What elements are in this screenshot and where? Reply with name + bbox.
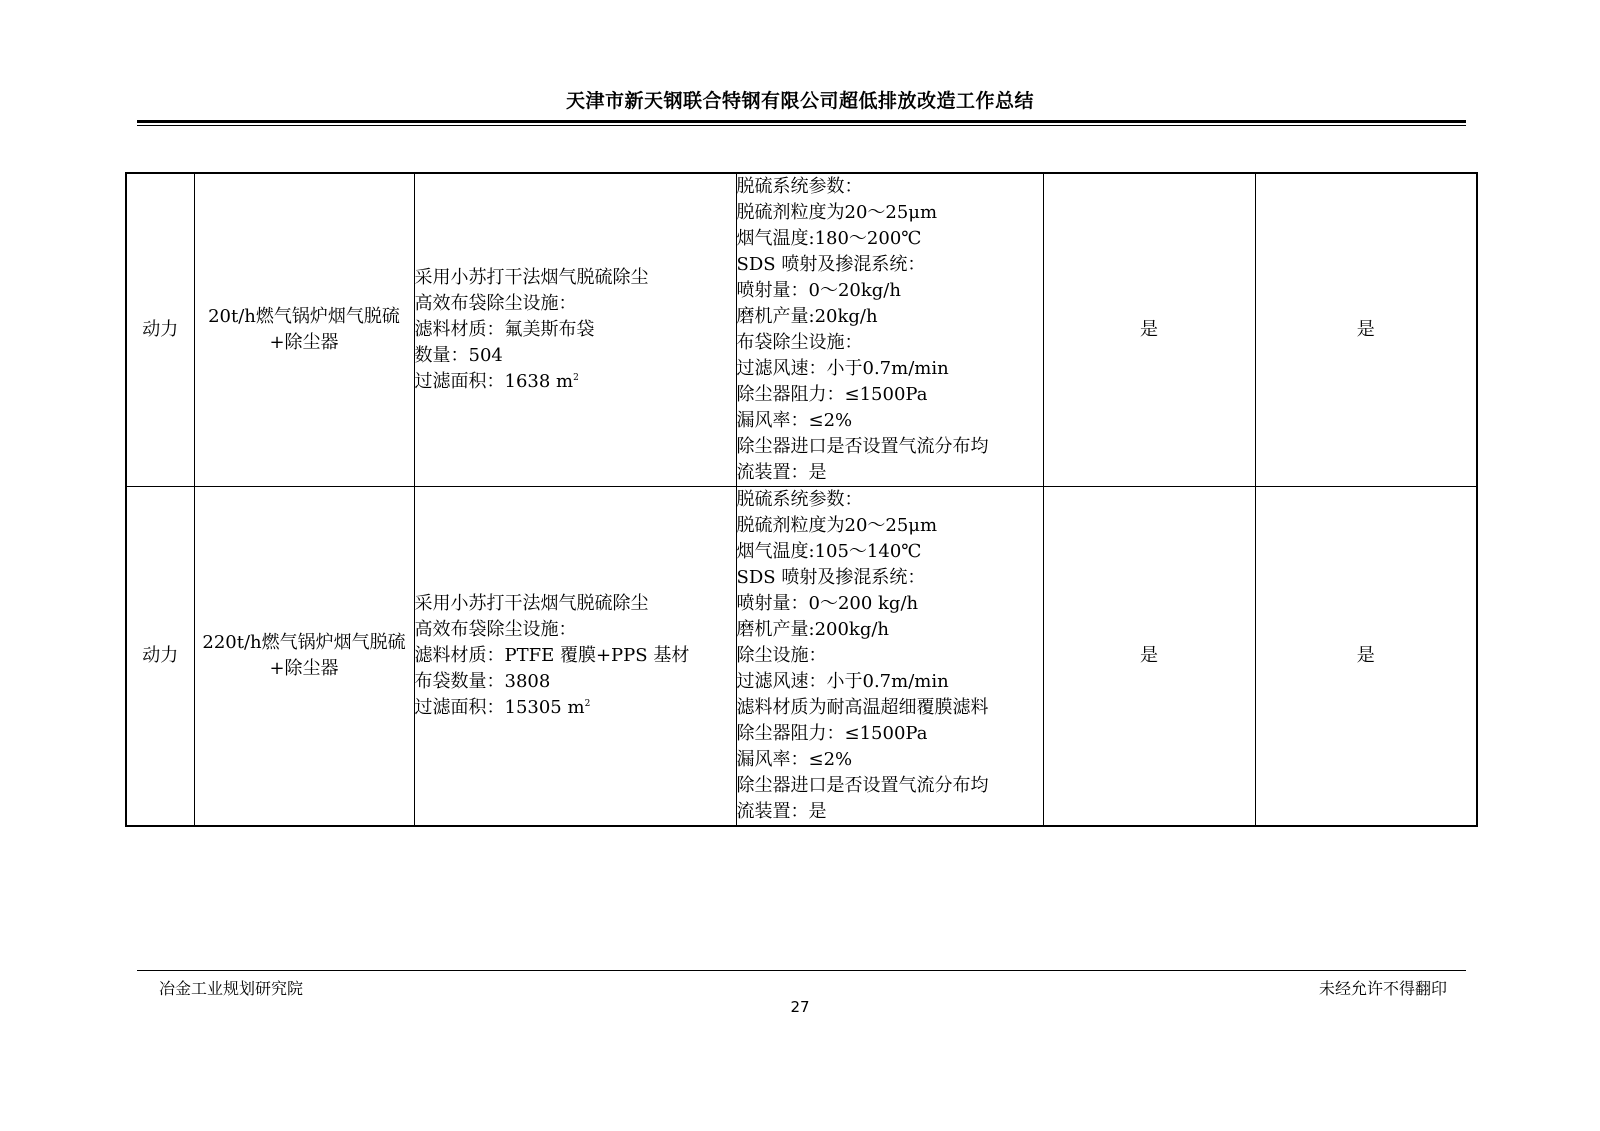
filter-area-line: [415, 695, 736, 721]
param-line: 烟气温度:180～200℃: [736, 228, 922, 249]
facility-table: [125, 172, 1478, 827]
filter-area-text: 过滤面积：15305 m: [414, 697, 585, 718]
param-line: 磨机产量:20kg/h: [736, 306, 878, 327]
footer-copyright-notice: 未经允许不得翻印: [1318, 979, 1447, 998]
filter-area-line: [415, 369, 736, 395]
param-line: 布袋除尘设施：: [736, 332, 863, 353]
param-line: 除尘器阻力：≤1500Pa: [736, 723, 928, 744]
param-line: 喷射量：0～20kg/h: [736, 280, 901, 301]
facility-name-cell: 220t/h燃气锅炉烟气脱硫+除尘器: [194, 487, 414, 827]
param-line: 滤料材质为耐高温超细覆膜滤料: [736, 697, 989, 718]
param-line: 流装置：是: [736, 462, 827, 483]
category-cell: 动力: [126, 173, 194, 487]
measures-cell: [414, 487, 736, 827]
param-line: 漏风率：≤2%: [736, 749, 853, 770]
param-line: 脱硫剂粒度为20～25μm: [736, 515, 938, 536]
param-line: 磨机产量:200kg/h: [736, 619, 890, 640]
measures-cell: [414, 173, 736, 487]
header-rule-thin: [137, 125, 1466, 126]
parameters-cell: [736, 487, 1043, 827]
category-cell: 动力: [126, 487, 194, 827]
param-line: 过滤风速：小于0.7m/min: [736, 671, 949, 692]
measure-line: 滤料材质：PTFE 覆膜+PPS 基材: [414, 645, 690, 666]
param-line: 漏风率：≤2%: [736, 410, 853, 431]
facility-name-cell: 20t/h燃气锅炉烟气脱硫+除尘器: [194, 173, 414, 487]
parameters-cell: [736, 173, 1043, 487]
compliance-cell: 是: [1255, 487, 1477, 827]
param-line: 过滤风速：小于0.7m/min: [736, 358, 949, 379]
page-header-title: 天津市新天钢联合特钢有限公司超低排放改造工作总结: [565, 90, 1034, 112]
table-row: [126, 173, 1477, 487]
param-line: 脱硫剂粒度为20～25μm: [736, 202, 938, 223]
param-line: SDS 喷射及掺混系统：: [736, 567, 926, 588]
param-line: SDS 喷射及掺混系统：: [736, 254, 926, 275]
param-line: 除尘设施：: [736, 645, 827, 666]
filter-area-text: 过滤面积：1638 m: [414, 371, 574, 392]
measure-line: 滤料材质：氟美斯布袋: [414, 319, 595, 340]
measure-line: 高效布袋除尘设施：: [414, 293, 577, 314]
measure-line: 数量：504: [414, 345, 503, 366]
filter-area-unit-sup: 2: [573, 373, 579, 383]
param-line: 脱硫系统参数：: [736, 489, 863, 510]
param-line: 流装置：是: [736, 801, 827, 822]
param-line: 脱硫系统参数：: [736, 176, 863, 197]
param-line: 烟气温度:105～140℃: [736, 541, 922, 562]
page-number: 27: [790, 998, 810, 1016]
compliance-cell: 是: [1043, 173, 1255, 487]
measure-line: 高效布袋除尘设施：: [414, 619, 577, 640]
footer-rule: [137, 970, 1466, 971]
footer-organization: 冶金工业规划研究院: [159, 979, 304, 998]
measure-line: 采用小苏打干法烟气脱硫除尘: [414, 593, 649, 614]
param-line: 除尘器进口是否设置气流分布均: [736, 775, 989, 796]
measure-line: 布袋数量：3808: [414, 671, 551, 692]
param-line: 喷射量：0～200 kg/h: [736, 593, 919, 614]
compliance-cell: 是: [1255, 173, 1477, 487]
param-line: 除尘器进口是否设置气流分布均: [736, 436, 989, 457]
filter-area-unit-sup: 2: [584, 699, 591, 709]
compliance-cell: 是: [1043, 487, 1255, 827]
table-row: [126, 487, 1477, 827]
header-rule-thick: [137, 120, 1466, 123]
measure-line: 采用小苏打干法烟气脱硫除尘: [414, 267, 649, 288]
param-line: 除尘器阻力：≤1500Pa: [736, 384, 928, 405]
